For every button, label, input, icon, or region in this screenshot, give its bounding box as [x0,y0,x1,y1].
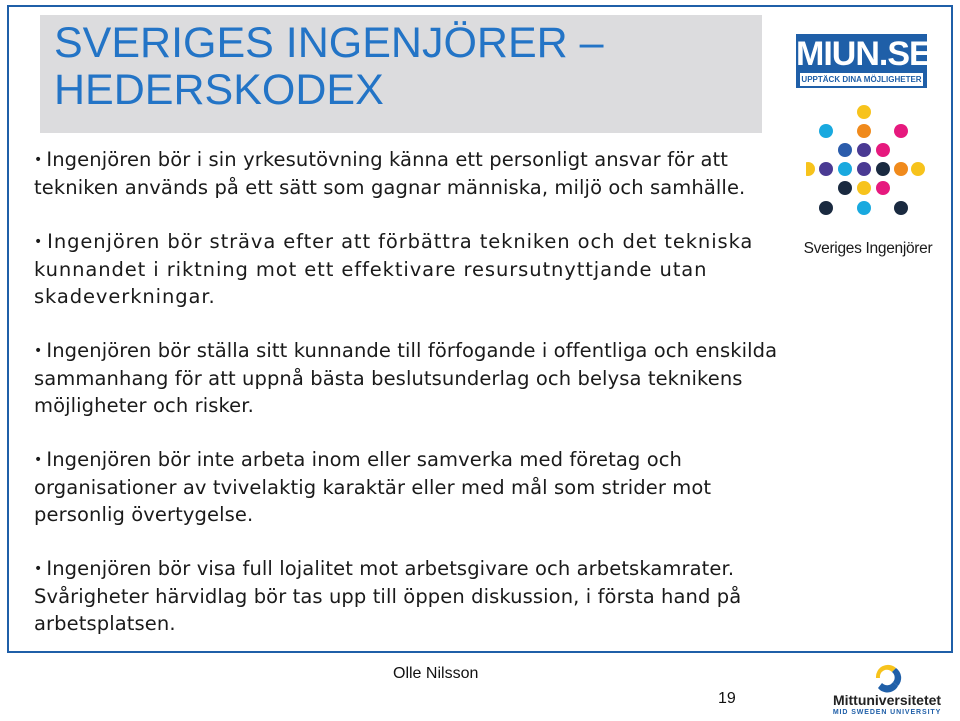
logo-dot [838,143,852,157]
logo-dot [894,162,908,176]
mid-sweden-university-label: MID SWEDEN UNIVERSITY [832,709,942,716]
bullet-dot: • [34,343,43,359]
logo-dot [857,201,871,215]
bullet-item [34,228,794,310]
sveriges-ingenjorer-label: Sveriges Ingenjörer [803,240,933,257]
author-name: Olle Nilsson [393,665,479,682]
bullet-list [34,146,794,637]
bullet-item [34,446,794,528]
bullet-text: Ingenjören bör i sin yrkesutövning känna ett personligt ansvar för att tekniken används på ett sätt som gagnar människa, miljö och samhälle. [34,148,746,199]
logo-dot [894,124,908,138]
miun-tagline: UPPTÄCK DINA MÖJLIGHETER [801,75,922,84]
miun-logo [796,34,931,88]
page-number: 19 [718,690,736,707]
mittuniversitetet-emblem-icon [870,660,904,694]
logo-dot [857,143,871,157]
sveriges-ingenjorer-dots-icon [806,104,926,222]
bullet-dot: • [34,234,44,250]
bullet-dot: • [34,452,43,468]
bullet-item [34,146,794,201]
slide-title: SVERIGES INGENJÖRER – HEDERSKODEX [54,19,604,114]
logo-dot [819,201,833,215]
logo-dot [806,162,815,176]
logo-dot [838,181,852,195]
logo-dot [819,124,833,138]
logo-dot [857,124,871,138]
logo-dot [876,181,890,195]
bullet-text: Ingenjören bör visa full lojalitet mot arbetsgivare och arbetskamrater. Svårigheter härvidlag bör tas upp till öppen diskussion, i första hand på arbetsplatsen. [34,557,742,635]
logo-dot [876,162,890,176]
logo-dot [819,162,833,176]
bullet-dot: • [34,561,43,577]
logo-dot [894,201,908,215]
bullet-text: Ingenjören bör inte arbeta inom eller samverka med företag och organisationer av tvivelaktig karaktär eller med mål som strider mot personlig övertygelse. [34,448,712,526]
mittuniversitetet-label: Mittuniversitetet [832,692,942,708]
logo-dot [911,162,925,176]
logo-dot [857,181,871,195]
logo-dot [857,162,871,176]
logo-dot [838,162,852,176]
logo-dot [857,105,871,119]
bullet-text: Ingenjören bör sträva efter att förbättra tekniken och det tekniska kunnandet i riktning mot ett effektivare resursutnyttjande utan skadeverkningar. [34,230,754,308]
logo-dot [876,143,890,157]
miun-logo-text: MIUN.SE [796,35,931,73]
bullet-item [34,337,794,419]
bullet-dot: • [34,152,43,168]
bullet-item [34,555,794,637]
bullet-text: Ingenjören bör ställa sitt kunnande till förfogande i offentliga och enskilda sammanhang för att uppnå bästa beslutsunderlag och belysa teknikens möjligheter och risker. [34,339,778,417]
